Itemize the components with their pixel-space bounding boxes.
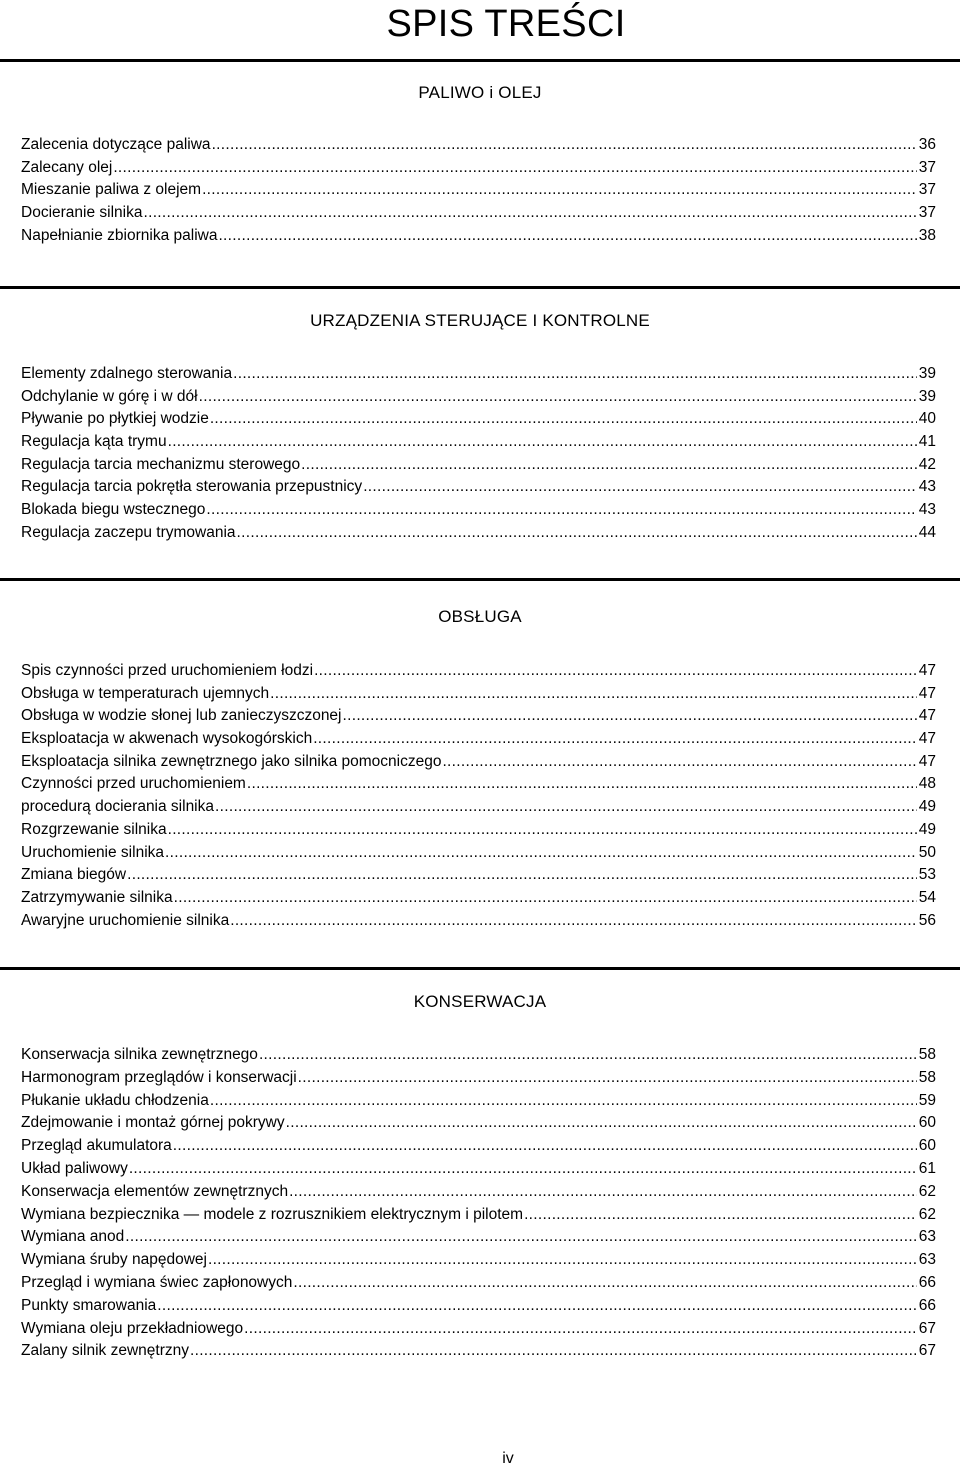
toc-entry-title: Eksploatacja w akwenach wysokogórskich	[21, 730, 313, 748]
toc-entry-page: 58	[918, 1046, 936, 1063]
toc-entry-title: Konserwacja elementów zewnętrznych	[21, 1182, 289, 1200]
toc-leader-dots	[298, 1067, 917, 1090]
toc-leader-dots	[210, 408, 917, 431]
toc-entry-title: Elementy zdalnego sterowania	[21, 365, 233, 382]
toc-entry-page: 37	[918, 181, 936, 199]
toc-entry[interactable]	[21, 864, 936, 887]
toc-entry-page: 47	[918, 730, 936, 748]
toc-leader-dots	[143, 202, 916, 225]
toc-entry[interactable]	[21, 499, 936, 522]
toc-entry-page: 62	[918, 1205, 936, 1223]
toc-leader-dots	[125, 1226, 917, 1249]
section-heading-paliwo: PALIWO i OLEJ	[418, 83, 542, 102]
toc-leader-dots	[301, 454, 917, 477]
toc-entry-title: Mieszanie paliwa z olejem	[21, 181, 202, 199]
toc-entry[interactable]	[21, 134, 936, 157]
toc-entry-title: Wymiana śruby napędowej	[21, 1251, 207, 1269]
toc-entry-page: 63	[918, 1228, 936, 1246]
toc-leader-dots	[233, 363, 917, 386]
toc-entry[interactable]	[21, 476, 936, 499]
toc-leader-dots	[173, 1135, 917, 1158]
toc-entry-title: Regulacja kąta trymu	[21, 433, 167, 451]
toc-entry[interactable]	[21, 408, 936, 431]
toc-leader-dots	[168, 431, 917, 454]
toc-entry-title: Wymiana oleju przekładniowego	[21, 1319, 244, 1337]
toc-leader-dots	[212, 134, 917, 157]
toc-entry-page: 59	[918, 1091, 936, 1109]
toc-entry[interactable]	[21, 1158, 936, 1181]
toc-leader-dots	[343, 705, 917, 728]
toc-entry[interactable]	[21, 1181, 936, 1204]
toc-leader-dots	[293, 1272, 916, 1295]
toc-entry[interactable]	[21, 751, 936, 774]
toc-entry[interactable]	[21, 1090, 936, 1113]
toc-entry[interactable]	[21, 1340, 936, 1363]
toc-entry[interactable]	[21, 1067, 936, 1090]
toc-entry-page: 44	[918, 523, 936, 541]
toc-entry-page: 39	[918, 365, 936, 382]
toc-entry-title: Regulacja tarcia pokrętła sterowania przepustnicy	[21, 478, 363, 496]
toc-entry-title: procedurą docierania silnika	[21, 798, 215, 816]
toc-leader-dots	[190, 1340, 917, 1363]
toc-entry-title: Regulacja tarcia mechanizmu sterowego	[21, 455, 301, 473]
toc-leader-dots	[168, 819, 917, 842]
toc-leader-dots	[314, 660, 917, 683]
toc-entry-title: Płukanie układu chłodzenia	[21, 1091, 209, 1109]
toc-entry-title: Regulacja zaczepu trymowania	[21, 523, 236, 541]
toc-entry-title: Przegląd i wymiana świec zapłonowych	[21, 1273, 293, 1291]
toc-entry[interactable]	[21, 179, 936, 202]
toc-leader-dots	[202, 179, 917, 202]
toc-leader-dots	[313, 728, 917, 751]
toc-list-obsluga	[21, 660, 936, 932]
toc-list-konserwacja	[21, 1044, 936, 1363]
toc-entry-title: Obsługa w wodzie słonej lub zanieczyszczonej	[21, 707, 342, 725]
toc-leader-dots	[157, 1295, 916, 1318]
toc-entry-title: Zmiana biegów	[21, 866, 127, 884]
toc-entry[interactable]	[21, 1295, 936, 1318]
toc-entry[interactable]	[21, 1318, 936, 1341]
toc-entry[interactable]	[21, 386, 936, 409]
toc-leader-dots	[230, 910, 917, 933]
toc-entry[interactable]	[21, 1044, 936, 1067]
toc-entry[interactable]	[21, 910, 936, 933]
toc-entry-title: Spis czynności przed uruchomieniem łodzi	[21, 662, 314, 679]
toc-leader-dots	[165, 842, 917, 865]
toc-entry-page: 36	[918, 136, 936, 153]
toc-entry[interactable]	[21, 796, 936, 819]
toc-entry-title: Uruchomienie silnika	[21, 843, 165, 861]
toc-entry-page: 67	[918, 1342, 936, 1360]
toc-entry-page: 63	[918, 1251, 936, 1269]
toc-leader-dots	[442, 751, 916, 774]
toc-entry-title: Układ paliwowy	[21, 1159, 128, 1177]
toc-entry-page: 50	[918, 843, 936, 861]
toc-entry-page: 43	[918, 501, 936, 519]
toc-entry-page: 49	[918, 798, 936, 816]
toc-entry-title: Pływanie po płytkiej wodzie	[21, 410, 209, 428]
toc-entry-title: Harmonogram przeglądów i konserwacji	[21, 1068, 297, 1086]
toc-entry-page: 49	[918, 820, 936, 838]
toc-leader-dots	[270, 683, 917, 706]
toc-entry[interactable]	[21, 819, 936, 842]
toc-entry-page: 47	[918, 752, 936, 770]
toc-entry-page: 58	[918, 1068, 936, 1086]
toc-entry-title: Zalany silnik zewnętrzny	[21, 1342, 189, 1360]
toc-entry-page: 37	[918, 158, 936, 176]
toc-entry[interactable]	[21, 842, 936, 865]
toc-entry-title: Blokada biegu wstecznego	[21, 501, 206, 519]
toc-entry[interactable]	[21, 1135, 936, 1158]
toc-entry[interactable]	[21, 1226, 936, 1249]
toc-list-paliwo	[21, 134, 936, 247]
toc-entry-title: Zalecenia dotyczące paliwa	[21, 136, 211, 153]
toc-entry-page: 60	[918, 1114, 936, 1132]
toc-entry[interactable]	[21, 1249, 936, 1272]
toc-leader-dots	[244, 1318, 917, 1341]
toc-entry-page: 62	[918, 1182, 936, 1200]
toc-leader-dots	[237, 522, 917, 545]
toc-entry[interactable]	[21, 705, 936, 728]
toc-entry[interactable]	[21, 431, 936, 454]
toc-entry-page: 47	[918, 707, 936, 725]
toc-entry-page: 41	[918, 433, 936, 451]
toc-entry[interactable]	[21, 887, 936, 910]
toc-entry[interactable]	[21, 683, 936, 706]
toc-leader-dots	[215, 796, 917, 819]
toc-leader-dots	[174, 887, 917, 910]
toc-entry-title: Czynności przed uruchomieniem	[21, 775, 246, 793]
toc-entry-title: Napełnianie zbiornika paliwa	[21, 226, 218, 244]
section-heading-konserwacja: KONSERWACJA	[413, 992, 547, 1011]
toc-leader-dots	[289, 1181, 917, 1204]
toc-entry-title: Zdejmowanie i montaż górnej pokrywy	[21, 1114, 285, 1132]
toc-entry-page: 37	[918, 204, 936, 222]
toc-entry[interactable]	[21, 1272, 936, 1295]
toc-entry[interactable]	[21, 1112, 936, 1135]
toc-entry-page: 56	[918, 911, 936, 929]
section-divider	[0, 578, 960, 581]
toc-entry-page: 61	[918, 1159, 936, 1177]
toc-entry-title: Docieranie silnika	[21, 204, 143, 222]
toc-entry-page: 53	[918, 866, 936, 884]
toc-entry[interactable]	[21, 1204, 936, 1227]
toc-leader-dots	[218, 225, 916, 248]
page-title: SPIS TREŚCI	[386, 3, 626, 45]
toc-leader-dots	[210, 1090, 917, 1113]
toc-leader-dots	[363, 476, 917, 499]
toc-entry-page: 38	[918, 226, 936, 244]
toc-leader-dots	[129, 1158, 917, 1181]
toc-leader-dots	[247, 773, 917, 796]
toc-entry-title: Zalecany olej	[21, 158, 113, 176]
toc-entry-page: 54	[918, 888, 936, 906]
section-divider	[0, 59, 960, 62]
section-heading-urzadzenia: URZĄDZENIA STERUJĄCE I KONTROLNE	[310, 311, 650, 330]
toc-leader-dots	[206, 499, 916, 522]
toc-entry-title: Awaryjne uruchomienie silnika	[21, 911, 230, 929]
toc-entry-page: 47	[918, 684, 936, 702]
toc-entry-page: 42	[918, 455, 936, 473]
toc-entry-title: Rozgrzewanie silnika	[21, 820, 167, 838]
toc-entry-title: Obsługa w temperaturach ujemnych	[21, 684, 270, 702]
toc-leader-dots	[286, 1112, 917, 1135]
toc-entry[interactable]	[21, 363, 936, 386]
toc-entry[interactable]	[21, 522, 936, 545]
toc-entry[interactable]	[21, 157, 936, 180]
toc-entry-title: Eksploatacja silnika zewnętrznego jako silnika pomocniczego	[21, 752, 442, 770]
toc-list-urzadzenia	[21, 363, 936, 545]
toc-entry-page: 66	[918, 1296, 936, 1314]
page-number: iv	[502, 1450, 514, 1467]
toc-leader-dots	[199, 386, 917, 409]
toc-entry-page: 60	[918, 1137, 936, 1155]
toc-entry[interactable]	[21, 454, 936, 477]
toc-entry-page: 39	[918, 387, 936, 405]
toc-entry-page: 66	[918, 1273, 936, 1291]
toc-entry-title: Wymiana bezpiecznika — modele z rozrusznikiem elektrycznym i pilotem	[21, 1205, 524, 1223]
toc-entry-title: Przegląd akumulatora	[21, 1137, 172, 1155]
toc-entry[interactable]	[21, 202, 936, 225]
toc-leader-dots	[127, 864, 917, 887]
toc-entry-page: 48	[918, 775, 936, 793]
toc-entry-title: Konserwacja silnika zewnętrznego	[21, 1046, 258, 1063]
toc-leader-dots	[208, 1249, 917, 1272]
toc-entry-title: Odchylanie w górę i w dół	[21, 387, 198, 405]
section-heading-obsluga: OBSŁUGA	[438, 607, 522, 626]
toc-entry-title: Zatrzymywanie silnika	[21, 888, 173, 906]
toc-leader-dots	[259, 1044, 917, 1067]
toc-entry-title: Wymiana anod	[21, 1228, 125, 1246]
toc-leader-dots	[113, 157, 916, 180]
toc-entry-page: 67	[918, 1319, 936, 1337]
toc-entry[interactable]	[21, 225, 936, 248]
toc-leader-dots	[524, 1204, 917, 1227]
toc-entry[interactable]	[21, 660, 936, 683]
section-divider	[0, 967, 960, 970]
toc-entry[interactable]	[21, 773, 936, 796]
toc-entry[interactable]	[21, 728, 936, 751]
toc-entry-page: 43	[918, 478, 936, 496]
section-divider	[0, 286, 960, 289]
toc-entry-page: 40	[918, 410, 936, 428]
toc-entry-page: 47	[918, 662, 936, 679]
toc-entry-title: Punkty smarowania	[21, 1296, 157, 1314]
